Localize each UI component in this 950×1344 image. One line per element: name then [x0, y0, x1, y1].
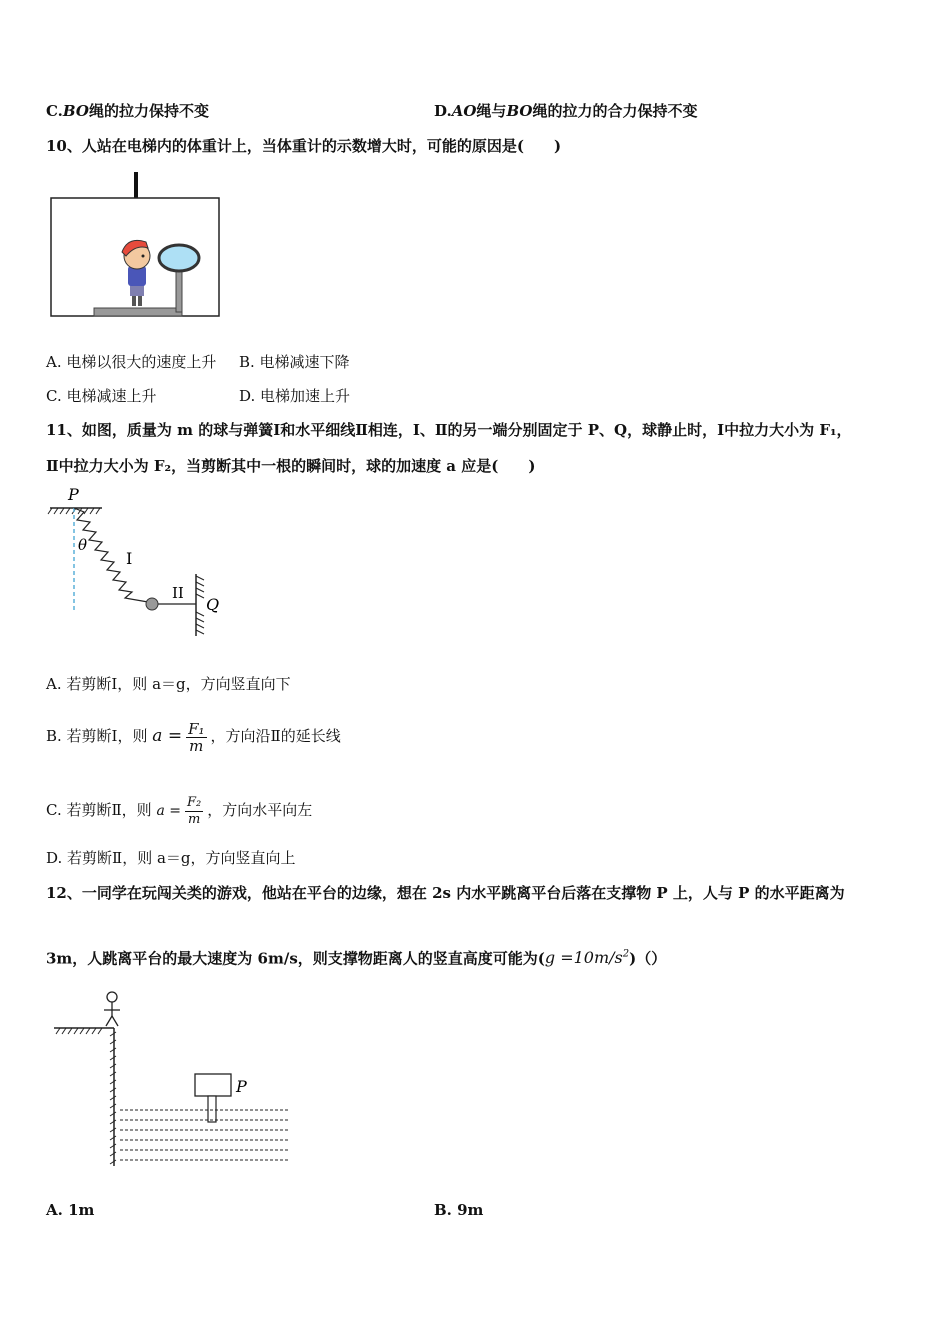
label-p: P: [68, 485, 79, 504]
q12-stem-line1: 12、一同学在玩闯关类的游戏，他站在平台的边缘，想在 2s 内水平跳离平台后落在支撑物 P 上，人与 P 的水平距离为: [46, 884, 845, 902]
q10-option-b: B. 电梯减速下降: [239, 353, 350, 371]
fraction-f1-over-m: $\frac{\text{F₁}}{m}$: [188, 719, 205, 755]
person-icon: [104, 992, 120, 1026]
q11-stem-line2: Ⅱ中拉力大小为 F₂，当剪断其中一根的瞬间时，球的加速度 a 应是( ): [46, 457, 536, 475]
q11-option-b: B. 若剪断Ⅰ，则 a = $\frac{\text{F₁}}{m}$ ，方向沿Ⅱ的延长线: [46, 719, 341, 755]
label-p: P: [236, 1077, 247, 1096]
q11-spring-figure: [44, 484, 234, 644]
label-q: Q: [206, 595, 220, 614]
q9-option-d: D.AO绳与BO绳的拉力的合力保持不变: [434, 102, 698, 120]
q10-option-a: A. 电梯以很大的速度上升: [46, 353, 217, 371]
q12-option-a: A. 1m: [46, 1201, 95, 1219]
q11-option-a: A. 若剪断Ⅰ，则 a＝g，方向竖直向下: [46, 675, 291, 693]
q11-option-c: C. 若剪断Ⅱ，则 a = $\frac{\text{F₂}}{m}$ ，方向水平向左: [46, 794, 313, 827]
gravity-formula: $g =10m/s^2$: [544, 948, 630, 968]
q10-stem: 10、人站在电梯内的体重计上，当体重计的示数增大时，可能的原因是( ): [46, 137, 562, 155]
q12-platform-figure: [50, 988, 295, 1170]
q12-stem-line2: 3m，人跳离平台的最大速度为 6m/s，则支撑物距离人的竖直高度可能为$(g =10m/s^2)()$: [46, 948, 667, 968]
q10-option-c: C. 电梯减速上升: [46, 387, 157, 405]
label-string-ii: II: [172, 584, 184, 602]
q10-elevator-figure: [48, 170, 224, 322]
fraction-f2-over-m: $\frac{\text{F₂}}{m}$: [187, 794, 202, 827]
label-theta: θ: [78, 536, 88, 554]
q11-option-d: D. 若剪断Ⅱ，则 a＝g，方向竖直向上: [46, 849, 296, 867]
label-spring-i: I: [126, 549, 133, 568]
q12-option-b: B. 9m: [434, 1201, 484, 1219]
q10-option-d: D. 电梯加速上升: [239, 387, 351, 405]
q11-stem-line1: 11、如图，质量为 m 的球与弹簧Ⅰ和水平细线Ⅱ相连，Ⅰ、Ⅱ的另一端分别固定于 P、Q，球静止时，Ⅰ中拉力大小为 F₁，: [46, 421, 852, 439]
q9-option-c: C.BO绳的拉力保持不变: [46, 102, 209, 120]
